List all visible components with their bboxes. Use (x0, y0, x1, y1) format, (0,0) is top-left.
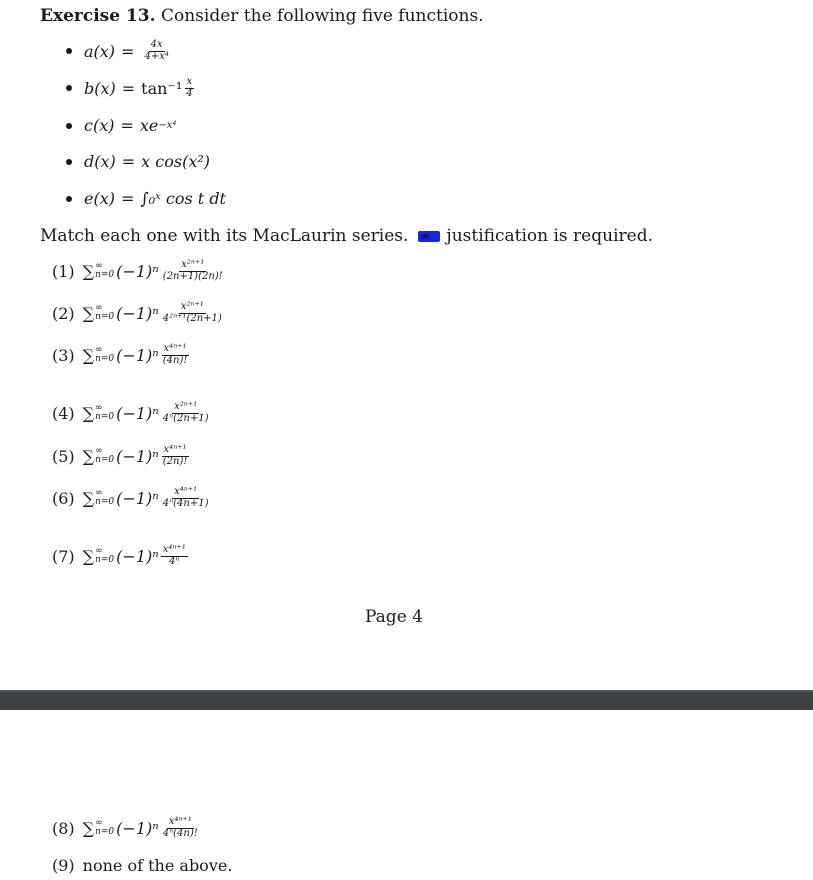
sum-limits: ∞ n=0 (95, 446, 115, 465)
sign-factor: (−1)ⁿ (116, 818, 159, 838)
sum-limits: ∞ n=0 (95, 261, 115, 280)
term-fraction: $\frac{\text{x²ⁿ⁺¹}}{\text{4²ⁿ⁺¹(2n+1)}}$ (162, 301, 222, 324)
sum-limits: ∞ n=0 (95, 488, 115, 507)
exercise-heading (40, 6, 484, 26)
bullet-dot (66, 196, 72, 202)
instruction-line (40, 226, 653, 246)
series-option-7 (52, 545, 190, 567)
sigma-icon: ∑ (82, 261, 95, 281)
sign-factor: (−1)ⁿ (116, 345, 159, 365)
term-fraction: $\frac{\text{x²ⁿ⁺¹}}{\text{4ⁿ(2n+1)}}$ (162, 401, 209, 424)
sigma-icon: ∑ (82, 345, 95, 365)
function-name: d(x) (84, 152, 116, 171)
option-label: (2) (52, 303, 75, 323)
exercise-label: Exercise 13. (40, 6, 156, 26)
exercise-prompt: Consider the following five functions. (160, 6, 484, 26)
function-fraction: $\frac{4x}{\text{4+x⁴}}$ (144, 39, 169, 62)
instruction-before: Match each one with its MacLaurin series. (40, 226, 409, 246)
term-fraction: $\frac{\text{x²ⁿ⁺¹}}{(2n+1)(2n)!}$ (162, 259, 223, 282)
option-label: (9) (52, 856, 75, 875)
option-label: (1) (52, 261, 75, 281)
function-body: x cos(x²) (141, 152, 210, 171)
function-a: a(x) = $\frac{4x}{\text{4+x⁴}}$ (66, 40, 173, 62)
option-label: (3) (52, 345, 75, 365)
option-label: (8) (52, 818, 75, 838)
series-option-9 (52, 856, 232, 875)
sum-limits: ∞ n=0 (95, 818, 115, 837)
series-option-6 (52, 487, 213, 509)
series-option-3 (52, 344, 191, 366)
series-option-1 (52, 260, 227, 282)
series-option-5 (52, 445, 191, 467)
option-label: (7) (52, 546, 75, 566)
sigma-icon: ∑ (82, 403, 95, 423)
sign-factor: (−1)ⁿ (116, 446, 159, 466)
redaction-mark-icon (418, 231, 440, 242)
page-number: Page 4 (365, 607, 423, 627)
function-c: c(x) = xe −x⁴ (66, 116, 176, 135)
function-name: c(x) (84, 116, 115, 135)
sigma-icon: ∑ (82, 303, 95, 323)
sign-factor: (−1)ⁿ (116, 261, 159, 281)
function-name: e(x) (84, 189, 115, 208)
sign-factor: (−1)ⁿ (116, 403, 159, 423)
option-label: (5) (52, 446, 75, 466)
option-text: none of the above. (82, 856, 233, 875)
series-option-2 (52, 302, 226, 324)
sum-limits: ∞ n=0 (95, 303, 115, 322)
function-exponent: −x⁴ (158, 120, 177, 131)
term-fraction: $\frac{\text{x⁴ⁿ⁺¹}}{\text{4ⁿ(4n+1)}}$ (162, 486, 209, 509)
option-label: (4) (52, 403, 75, 423)
sigma-icon: ∑ (82, 818, 95, 838)
sum-limits: ∞ n=0 (95, 345, 115, 364)
function-d: d(x) = x cos(x²) (66, 152, 210, 171)
term-fraction: $\frac{\text{x⁴ⁿ⁺¹}}{(2n)!}$ (162, 444, 188, 467)
function-body: ∫₀ˣ cos t dt (140, 189, 226, 208)
bullet-dot (66, 159, 72, 165)
page-separator (0, 690, 813, 710)
sigma-icon: ∑ (82, 546, 95, 566)
series-option-8 (52, 817, 202, 839)
sign-factor: (−1)ⁿ (116, 303, 159, 323)
function-name: a(x) (84, 41, 116, 61)
sigma-icon: ∑ (82, 488, 95, 508)
sum-limits: ∞ n=0 (95, 403, 115, 422)
term-fraction: $\frac{\text{x⁴ⁿ⁺¹}}{\text{4ⁿ}}$ (162, 544, 186, 567)
bullet-dot (66, 123, 72, 129)
sign-factor: (−1)ⁿ (116, 546, 159, 566)
function-b: b(x) = tan⁻¹ $\frac{x}{4}$ (66, 77, 197, 99)
function-body: xe (139, 116, 159, 135)
bullet-dot (66, 85, 72, 91)
sum-limits: ∞ n=0 (95, 546, 115, 565)
option-label: (6) (52, 488, 75, 508)
function-prefix: tan⁻¹ (141, 78, 183, 98)
bullet-dot (66, 48, 72, 54)
sigma-icon: ∑ (82, 446, 95, 466)
instruction-after: justification is required. (446, 226, 653, 246)
series-option-4 (52, 402, 213, 424)
function-e: e(x) = ∫₀ˣ cos t dt (66, 189, 226, 208)
function-fraction: $\frac{x}{4}$ (186, 76, 193, 99)
term-fraction: $\frac{\text{x⁴ⁿ⁺¹}}{\text{4ⁿ(4n)!}}$ (162, 816, 198, 839)
sign-factor: (−1)ⁿ (116, 488, 159, 508)
term-fraction: $\frac{\text{x⁴ⁿ⁺¹}}{(4n)!}$ (162, 343, 188, 366)
function-name: b(x) (84, 78, 116, 98)
